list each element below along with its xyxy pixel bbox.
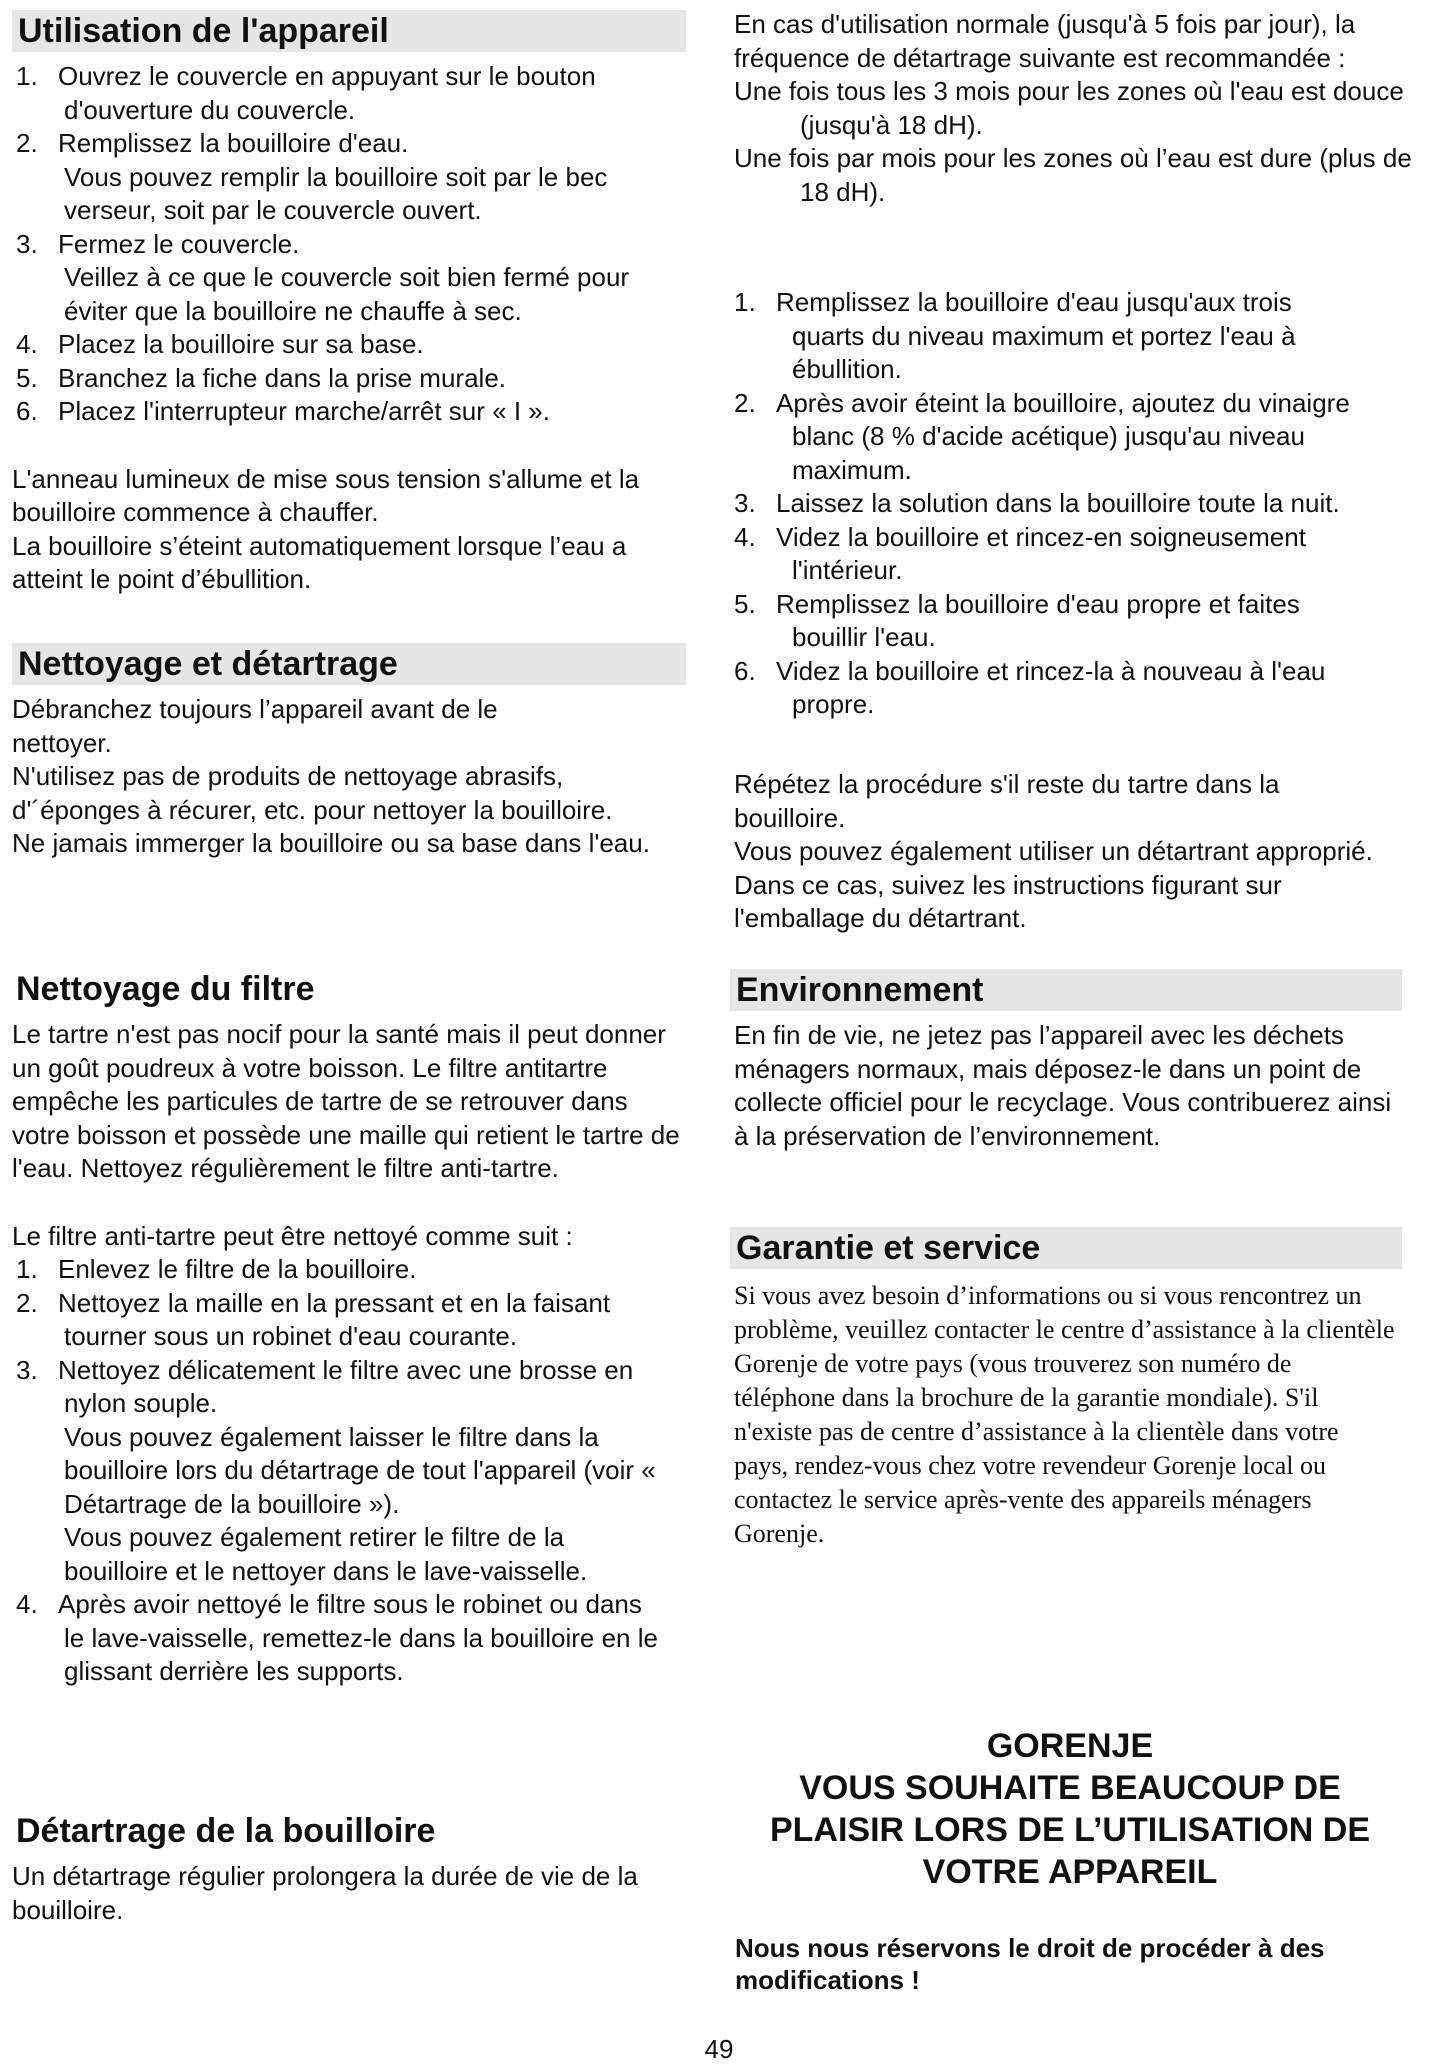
list-item: 1. Remplissez la bouilloire d'eau jusqu'aux trois quarts du niveau maximum et portez l'eau à ébullition. bbox=[734, 287, 1296, 384]
frequency-hard-water: Une fois par mois pour les zones où l’eau est dure (plus de 18 dH). bbox=[734, 143, 1412, 207]
environment-heading: Environnement bbox=[730, 969, 1402, 1011]
frequency-intro: En cas d'utilisation normale (jusqu'à 5 fois par jour), la fréquence de détartrage suivante est recommandée : bbox=[734, 9, 1356, 73]
descaling-steps bbox=[730, 286, 1438, 722]
usage-paragraph-1: L'anneau lumineux de mise sous tension s'allume et la bouilloire commence à chauffer. bbox=[12, 463, 640, 527]
closing-line-2: VOUS SOUHAITE BEAUCOUP DE bbox=[799, 1769, 1341, 1807]
list-item: 6. Videz la bouilloire et rincez-la à nouveau à l'eau propre. bbox=[734, 655, 1326, 719]
list-item: 4. Après avoir nettoyé le filtre sous le robinet ou dans le lave-vaisselle, remettez-le dans la bouilloire en le glissant derrière les supports. bbox=[16, 1589, 658, 1686]
list-item: 3. Laissez la solution dans la bouilloire toute la nuit. bbox=[734, 488, 1340, 518]
closing-line-4: VOTRE APPAREIL bbox=[922, 1853, 1218, 1891]
frequency-soft-water: Une fois tous les 3 mois pour les zones où l'eau est douce (jusqu'à 18 dH). bbox=[734, 76, 1404, 140]
descaling-frequency bbox=[734, 8, 1432, 209]
closing-message bbox=[730, 1725, 1410, 1893]
list-item: 2. Après avoir éteint la bouilloire, ajoutez du vinaigre blanc (8 % d'acide acétique) jusqu'au niveau maximum. bbox=[734, 387, 1350, 485]
filter-steps bbox=[12, 1253, 722, 1689]
repeat-paragraph-2: Vous pouvez également utiliser un détartrant approprié. Dans ce cas, suivez les instructions figurant sur l'emballage du détartrant. bbox=[734, 836, 1373, 933]
list-item: 6. Placez l'interrupteur marche/arrêt sur « I ». bbox=[16, 396, 550, 426]
list-item: 3. Nettoyez délicatement le filtre avec une brosse en nylon souple. Vous pouvez également laisser le filtre dans la bouilloire lors du détartrage de tout l'appareil (voir « Détartrage de la bouilloire »). Vous pouvez également retirer le filtre de la bouilloire et le nettoyer dans le lave-vaisselle. bbox=[16, 1354, 656, 1586]
list-item: 4. Placez la bouilloire sur sa base. bbox=[16, 329, 424, 359]
list-item: 4. Videz la bouilloire et rincez-en soigneusement l'intérieur. bbox=[734, 521, 1306, 585]
list-item: 5. Branchez la fiche dans la prise murale. bbox=[16, 362, 507, 393]
usage-steps bbox=[12, 60, 686, 429]
cleaning-paragraph-2: N'utilisez pas de produits de nettoyage abrasifs, d'´éponges à récurer, etc. pour nettoyer la bouilloire. bbox=[12, 761, 613, 825]
usage-section bbox=[12, 10, 686, 597]
warranty-section bbox=[730, 1227, 1402, 1551]
usage-heading: Utilisation de l'appareil bbox=[12, 10, 686, 52]
list-item: 2. Nettoyez la maille en la pressant et en la faisant tourner sous un robinet d'eau courante. bbox=[16, 1287, 611, 1351]
modification-notice: Nous nous réservons le droit de procéder à des modifications ! bbox=[735, 1933, 1325, 1995]
cleaning-paragraph-1: Débranchez toujours l’appareil avant de le nettoyer. bbox=[12, 694, 498, 758]
repeat-section bbox=[734, 768, 1394, 936]
cleaning-heading: Nettoyage et détartrage bbox=[12, 643, 686, 685]
repeat-paragraph-1: Répétez la procédure s'il reste du tartre dans la bouilloire. bbox=[734, 769, 1280, 833]
filter-heading: Nettoyage du filtre bbox=[16, 970, 315, 1008]
descaling-paragraph: Un détartrage régulier prolongera la durée de vie de la bouilloire. bbox=[12, 1861, 638, 1925]
list-item: 1. Enlevez le filtre de la bouilloire. bbox=[16, 1254, 417, 1284]
environment-section bbox=[730, 969, 1402, 1153]
cleaning-paragraph-3: Ne jamais immerger la bouilloire ou sa base dans l'eau. bbox=[12, 828, 650, 858]
filter-section bbox=[12, 968, 722, 1689]
closing-line-1: GORENJE bbox=[986, 1727, 1154, 1765]
usage-paragraph-2: La bouilloire s’éteint automatiquement lorsque l’eau a atteint le point d’ébullition. bbox=[12, 530, 627, 594]
warranty-heading: Garantie et service bbox=[730, 1227, 1402, 1269]
warranty-paragraph: Si vous avez besoin d’informations ou si vous rencontrez un problème, veuillez contacter le centre d’assistance à la clientèle Gorenje de votre pays (vous trouverez son numéro de téléphone dans la brochure de la garantie mondiale). S'il n'existe pas de centre d’assistance à la clientèle dans votre pays, rendez-vous chez votre revendeur Gorenje local ou contactez le service après-vente des appareils ménagers Gorenje. bbox=[734, 1281, 1395, 1548]
list-item: 2. Remplissez la bouilloire d'eau. Vous pouvez remplir la bouilloire soit par le bec verseur, soit par le couvercle ouvert. bbox=[16, 128, 608, 225]
list-item: 5. Remplissez la bouilloire d'eau propre et faites bouillir l'eau. bbox=[734, 588, 1300, 652]
list-item: 3. Fermez le couvercle. Veillez à ce que le couvercle soit bien fermé pour éviter que la bouilloire ne chauffe à sec. bbox=[16, 228, 630, 326]
list-item: 1. Ouvrez le couvercle en appuyant sur le bouton d'ouverture du couvercle. bbox=[16, 61, 596, 125]
descaling-section bbox=[12, 1810, 686, 1927]
cleaning-section bbox=[12, 643, 686, 861]
closing-line-3: PLAISIR LORS DE L’UTILISATION DE bbox=[769, 1811, 1371, 1849]
filter-intro: Le filtre anti-tartre peut être nettoyé comme suit : bbox=[12, 1220, 573, 1251]
filter-paragraph: Le tartre n'est pas nocif pour la santé mais il peut donner un goût poudreux à votre boisson. Le filtre antitartre empêche les particules de tartre de se retrouver dans votre boisson et possède une maille qui retient le tartre de l'eau. Nettoyez régulièrement le filtre anti-tartre. bbox=[12, 1019, 680, 1183]
descaling-heading: Détartrage de la bouilloire bbox=[16, 1812, 436, 1850]
environment-paragraph: En fin de vie, ne jetez pas l’appareil avec les déchets ménagers normaux, mais déposez-le dans un point de collecte officiel pour le recyclage. Vous contribuerez ainsi à la préservation de l’environnement. bbox=[734, 1020, 1392, 1151]
page-number: 49 bbox=[704, 2034, 734, 2064]
